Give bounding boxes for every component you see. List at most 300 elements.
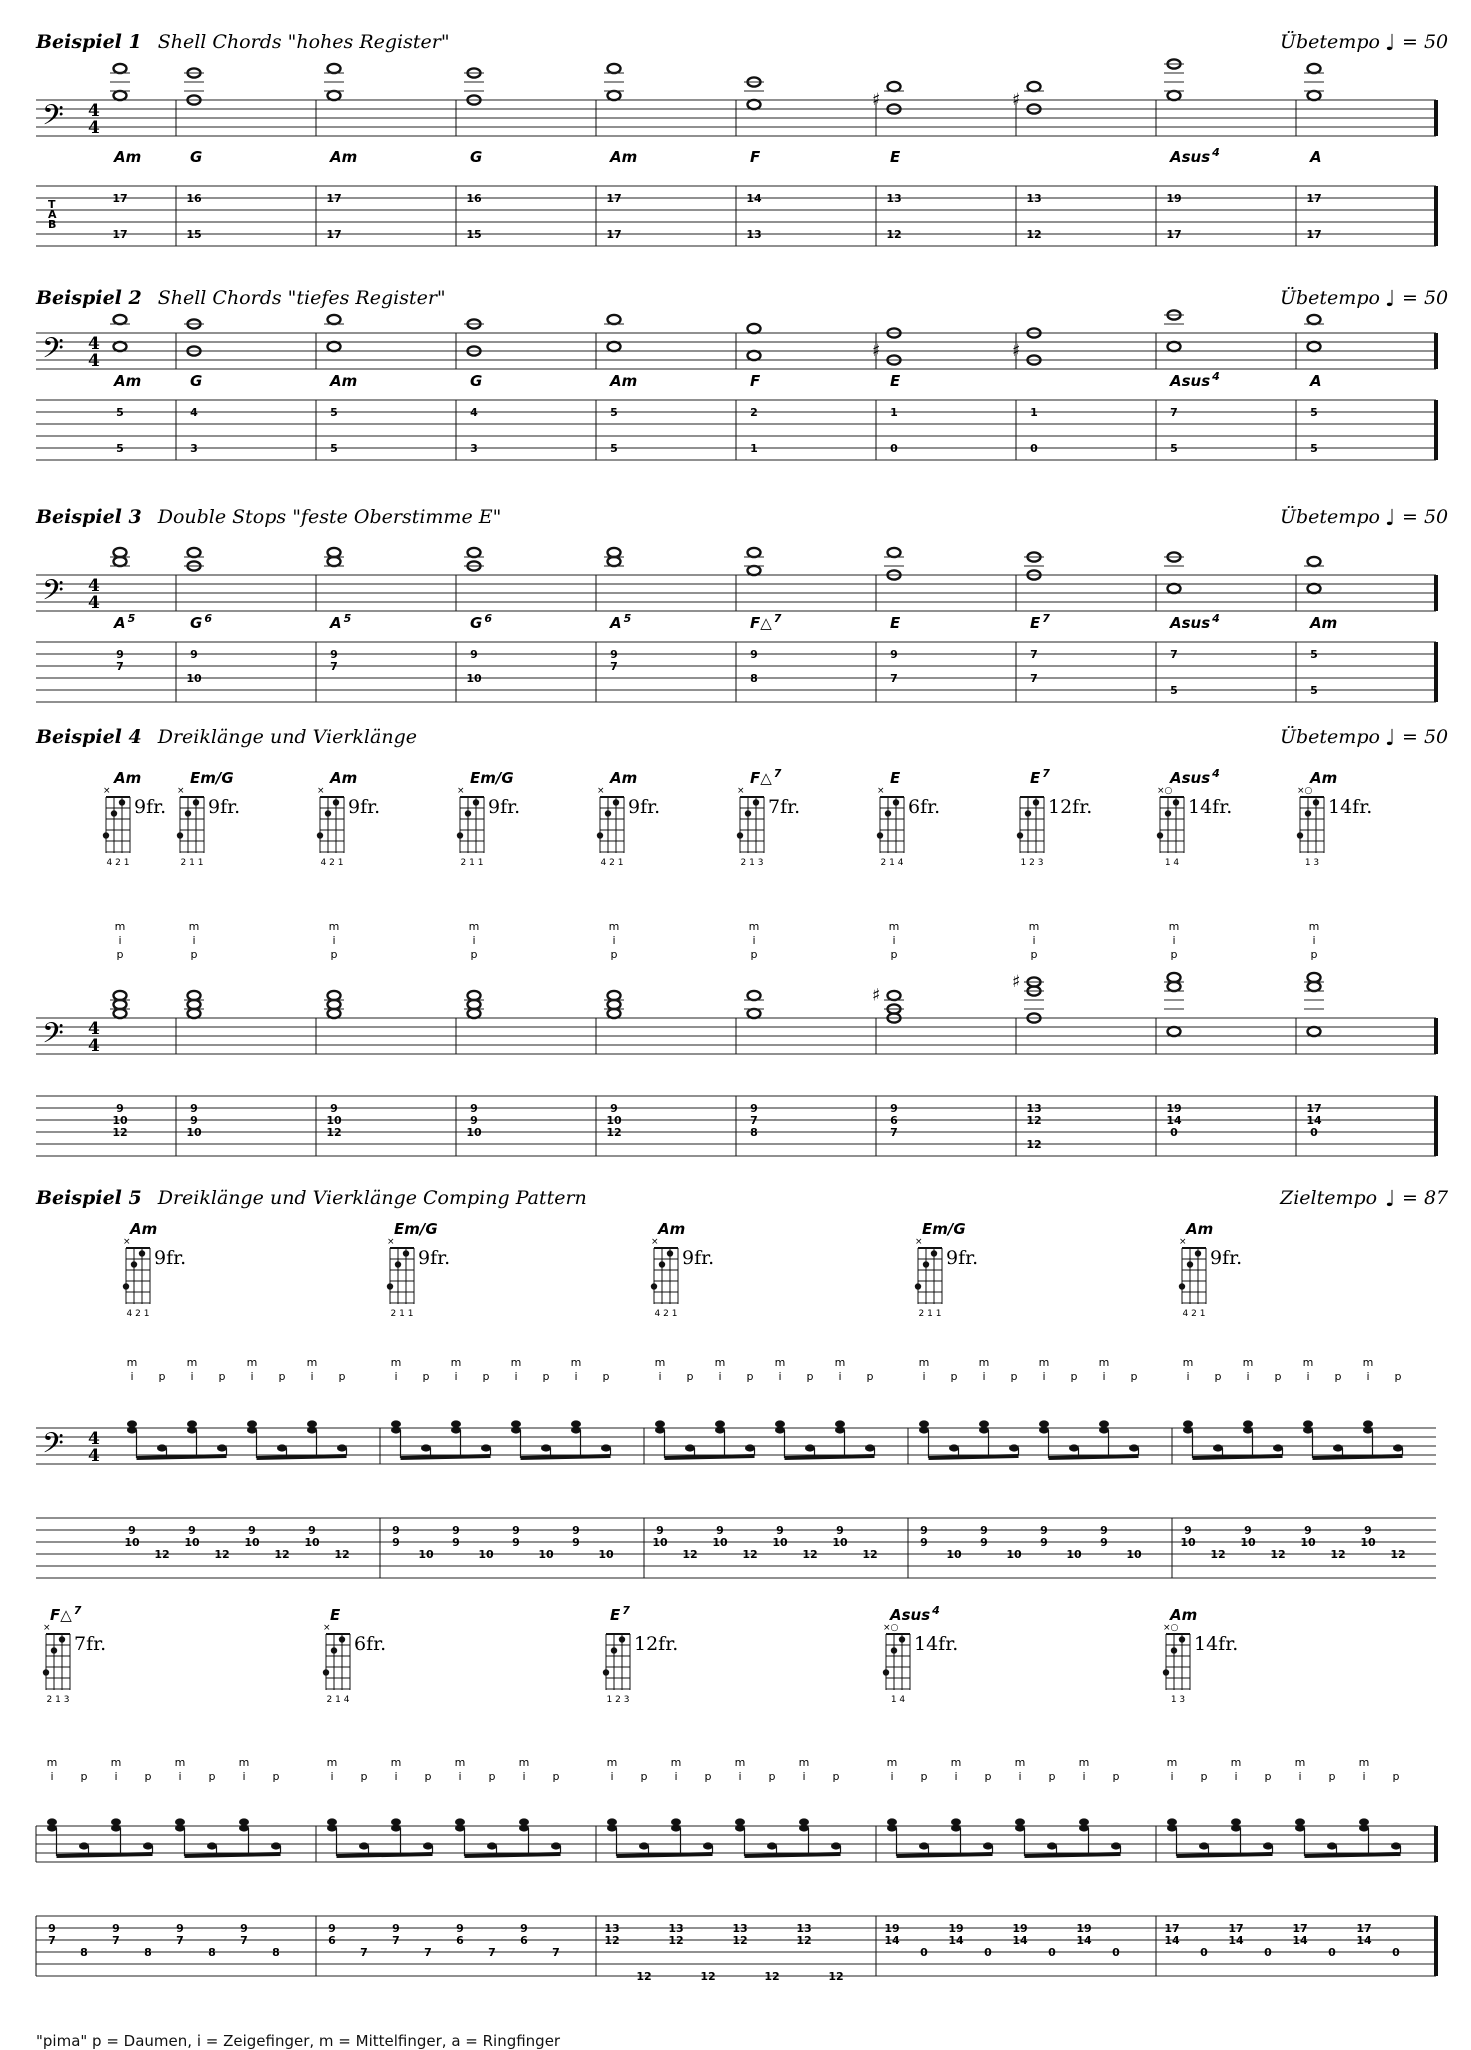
beam (1305, 1854, 1401, 1856)
whole-note (328, 342, 341, 351)
pima-finger: i (178, 1770, 182, 1783)
muted-open-marks: × (915, 1237, 923, 1247)
pima-finger: p (272, 1770, 280, 1783)
finger-dot (753, 799, 759, 805)
comping-line-2 (36, 1604, 1436, 1983)
eighth-note (111, 1818, 121, 1825)
pima-finger: m (570, 1356, 582, 1369)
eighth-note (1391, 1842, 1401, 1849)
tab-fret-number: 7 (116, 660, 124, 673)
eighth-note (455, 1818, 465, 1825)
tab-clef-letter: A (48, 208, 57, 221)
chord-symbol: G (190, 372, 203, 390)
eighth-note (1393, 1444, 1403, 1451)
finger-dot (193, 799, 199, 805)
pima-finger: m (714, 1356, 726, 1369)
eighth-note (79, 1842, 89, 1849)
sharp-sign: ♯ (1012, 341, 1021, 361)
pima-finger: i (738, 1770, 742, 1783)
whole-note (748, 566, 761, 575)
eighth-note (1263, 1842, 1273, 1849)
fret-position: 14fr. (1194, 1633, 1239, 1655)
eighth-note (175, 1818, 185, 1825)
tab-fret-number: 7 (890, 1126, 898, 1139)
tab-fret-number: 9 (980, 1524, 988, 1537)
whole-note (328, 91, 341, 100)
tempo-value: = 87 (1402, 1187, 1449, 1209)
finger-dot (745, 810, 751, 816)
whole-note (608, 315, 621, 324)
tab-fret-number: 17 (1228, 1922, 1244, 1935)
beam (665, 1456, 755, 1458)
tab-fret-number: 9 (572, 1536, 580, 1549)
pima-finger: p (832, 1770, 840, 1783)
tab-fret-number: 9 (248, 1524, 256, 1537)
finger-dot (185, 810, 191, 816)
eighth-note (541, 1444, 551, 1451)
tab-fret-number: 10 (186, 672, 202, 685)
eighth-note (1015, 1818, 1025, 1825)
finger-dot (915, 1283, 921, 1289)
tab-fret-number: 9 (980, 1536, 988, 1549)
quarter-note-icon: ♩ (1385, 726, 1396, 751)
tab-fret-number: 19 (1076, 1922, 1092, 1935)
tempo-label: Zieltempo (1280, 1187, 1378, 1209)
beam (1313, 1456, 1403, 1458)
finger-dot (1305, 810, 1311, 816)
pima-finger: m (1098, 1356, 1110, 1369)
tab-fret-number: 12 (606, 1126, 622, 1139)
tab-fret-number: 1 (750, 442, 758, 455)
pima-finger: i (892, 934, 896, 947)
tab-fret-number: 10 (112, 1114, 128, 1127)
tab-fret-number: 14 (1356, 1934, 1372, 1947)
eighth-note (775, 1420, 785, 1427)
pima-finger: i (1186, 1370, 1190, 1383)
tab-fret-number: 14 (1164, 1934, 1180, 1947)
tab-fret-number: 10 (598, 1548, 614, 1561)
finger-dot (43, 1669, 49, 1675)
tab-fret-number: 12 (1026, 1114, 1042, 1127)
finger-dot (111, 810, 117, 816)
tab-fret-number: 9 (470, 1114, 478, 1127)
tempo-value: = 50 (1402, 287, 1449, 309)
whole-note (608, 342, 621, 351)
pima-finger: i (982, 1370, 986, 1383)
pima-finger: m (126, 1356, 138, 1369)
pima-finger: i (50, 1770, 54, 1783)
finger-dot (1179, 1283, 1185, 1289)
chord-symbol: A $^5$ (114, 612, 136, 632)
pima-finger: p (144, 1770, 152, 1783)
finger-dot (1171, 1647, 1177, 1653)
chord-symbol: E (890, 614, 901, 632)
pima-finger: p (1170, 948, 1178, 961)
chord-symbol: G (470, 372, 483, 390)
finger-dot (331, 1647, 337, 1653)
eighth-note (271, 1842, 281, 1849)
tab-fret-number: 15 (186, 228, 202, 241)
finger-dot (667, 1250, 673, 1256)
tab-fret-number: 14 (746, 192, 762, 205)
tab-fret-number: 5 (610, 442, 618, 455)
fingering-numbers: 2 1 1 (390, 1309, 414, 1319)
eighth-note (1111, 1842, 1121, 1849)
tab-fret-number: 7 (890, 672, 898, 685)
fingering-numbers: 2 1 1 (180, 858, 204, 868)
fingering-numbers: 1 4 (890, 1695, 906, 1705)
eighth-note (835, 1420, 845, 1427)
tab-fret-number: 4 (190, 406, 198, 419)
tab-fret-number: 9 (128, 1524, 136, 1537)
pima-finger: i (190, 1370, 194, 1383)
pima-finger: p (920, 1770, 928, 1783)
pima-finger: p (552, 1770, 560, 1783)
tab-fret-number: 17 (1306, 192, 1322, 205)
pima-finger: m (174, 1756, 186, 1769)
fret-position: 14fr. (1188, 796, 1233, 818)
tab-fret-number: 10 (1006, 1548, 1022, 1561)
finger-dot (1033, 799, 1039, 805)
pima-finger: m (1182, 1356, 1194, 1369)
finger-dot (1017, 832, 1023, 838)
eighth-note (421, 1444, 431, 1451)
eighth-note (1359, 1818, 1369, 1825)
tab-fret-number: 6 (520, 1934, 528, 1947)
pima-finger: p (686, 1370, 694, 1383)
tab-fret-number: 9 (470, 648, 478, 661)
sharp-sign: ♯ (872, 341, 881, 361)
fret-position: 6fr. (354, 1633, 387, 1655)
tab-fret-number: 9 (330, 1102, 338, 1115)
chord-symbol: Am (114, 372, 142, 390)
tab-fret-number: 17 (1306, 1102, 1322, 1115)
tab-fret-number: 10 (478, 1548, 494, 1561)
pima-finger: i (674, 1770, 678, 1783)
whole-note (1028, 82, 1041, 91)
finger-dot (619, 1636, 625, 1642)
finger-dot (1297, 832, 1303, 838)
pima-finger: p (1334, 1370, 1342, 1383)
tab-fret-number: 7 (1170, 648, 1178, 661)
tab-fret-number: 9 (1040, 1524, 1048, 1537)
tab-fret-number: 0 (1392, 1946, 1400, 1959)
tab-fret-number: 9 (520, 1922, 528, 1935)
pima-finger: p (640, 1770, 648, 1783)
eighth-note (239, 1818, 249, 1825)
tab-fret-number: 12 (700, 1970, 716, 1983)
pima-finger: p (80, 1770, 88, 1783)
pima-finger: i (250, 1370, 254, 1383)
muted-open-marks: ×○ (1163, 1623, 1179, 1633)
tab-fret-number: 9 (656, 1524, 664, 1537)
tab-fret-number: 10 (304, 1536, 320, 1549)
tab-fret-number: 9 (470, 1102, 478, 1115)
tab-fret-number: 8 (750, 672, 758, 685)
tab-fret-number: 12 (1330, 1548, 1346, 1561)
tab-fret-number: 0 (890, 442, 898, 455)
chord-symbol: Em/G (394, 1220, 438, 1238)
bass-clef: 𝄢 (42, 332, 64, 372)
tab-fret-number: 12 (1390, 1548, 1406, 1561)
tab-fret-number: 9 (190, 1102, 198, 1115)
eighth-note (187, 1420, 197, 1427)
eighth-note (337, 1444, 347, 1451)
tab-fret-number: 9 (116, 1102, 124, 1115)
tab-fret-number: 9 (1244, 1524, 1252, 1537)
tab-fret-number: 5 (116, 406, 124, 419)
tab-fret-number: 12 (326, 1126, 342, 1139)
finger-dot (339, 1636, 345, 1642)
eighth-note (767, 1842, 777, 1849)
fingering-numbers: 2 1 3 (740, 858, 764, 868)
tab-fret-number: 0 (1112, 1946, 1120, 1959)
time-signature-top: 4 (88, 1019, 100, 1039)
tab-fret-number: 13 (746, 228, 762, 241)
beam (897, 1854, 993, 1856)
example-title: Beispiel 5 Dreiklänge und Vierklänge Comping Pattern (36, 1187, 587, 1209)
tab-fret-number: 13 (1026, 192, 1042, 205)
tempo-label: Übetempo (1280, 726, 1380, 748)
pima-finger: p (1010, 1370, 1018, 1383)
tab-fret-number: 9 (920, 1536, 928, 1549)
tab-fret-number: 9 (572, 1524, 580, 1537)
muted-open-marks: × (457, 786, 465, 796)
finger-dot (1187, 1261, 1193, 1267)
fingering-numbers: 2 1 4 (880, 858, 904, 868)
comping-line-1 (36, 1220, 1436, 1578)
pima-finger: m (888, 920, 900, 933)
beam (1177, 1854, 1273, 1856)
eighth-note (1199, 1842, 1209, 1849)
tab-fret-number: 16 (186, 192, 202, 205)
pima-finger: m (454, 1756, 466, 1769)
eighth-note (1039, 1420, 1049, 1427)
eighth-note (639, 1842, 649, 1849)
eighth-note (391, 1818, 401, 1825)
finger-dot (597, 832, 603, 838)
chord-symbol: E $^7$ (1030, 767, 1050, 787)
eighth-note (919, 1420, 929, 1427)
tab-fret-number: 5 (1310, 406, 1318, 419)
tab-fret-number: 10 (244, 1536, 260, 1549)
tab-fret-number: 9 (610, 1102, 618, 1115)
chord-symbol: E (890, 148, 901, 166)
tab-fret-number: 10 (652, 1536, 668, 1549)
fingering-numbers: 4 2 1 (1182, 1309, 1206, 1319)
tab-fret-number: 10 (606, 1114, 622, 1127)
tab-fret-number: 14 (948, 1934, 964, 1947)
chord-symbol: Asus $^4$ (1170, 146, 1220, 166)
chord-symbol: Am (658, 1220, 686, 1238)
pima-finger: i (658, 1370, 662, 1383)
fret-position: 9fr. (134, 796, 167, 818)
tab-fret-number: 9 (1040, 1536, 1048, 1549)
tab-fret-number: 9 (188, 1524, 196, 1537)
tab-fret-number: 10 (184, 1536, 200, 1549)
pima-finger: p (218, 1370, 226, 1383)
pima-legend: "pima" p = Daumen, i = Zeigefinger, m = Mittelfinger, a = Ringfinger (36, 2032, 561, 2050)
pima-finger: m (670, 1756, 682, 1769)
pima-finger: p (768, 1770, 776, 1783)
finger-dot (1025, 810, 1031, 816)
chord-symbol: E $^7$ (610, 1604, 630, 1624)
eighth-note (127, 1420, 137, 1427)
fret-position: 9fr. (208, 796, 241, 818)
tab-fret-number: 9 (392, 1536, 400, 1549)
eighth-note (1231, 1818, 1241, 1825)
quarter-note-icon: ♩ (1385, 506, 1396, 531)
eighth-note (1295, 1818, 1305, 1825)
tab-fret-number: 0 (984, 1946, 992, 1959)
fret-position: 14fr. (1328, 796, 1373, 818)
tab-fret-number: 10 (186, 1126, 202, 1139)
sharp-sign: ♯ (872, 90, 881, 110)
bass-clef: 𝄢 (42, 574, 64, 614)
eighth-note (949, 1444, 959, 1451)
pima-finger: m (798, 1756, 810, 1769)
pima-finger: m (518, 1756, 530, 1769)
finger-dot (59, 1636, 65, 1642)
chord-symbol: A (1310, 372, 1322, 390)
pima-finger: p (1392, 1770, 1400, 1783)
finger-dot (899, 1636, 905, 1642)
tab-fret-number: 5 (330, 406, 338, 419)
pima-finger: m (774, 1356, 786, 1369)
eighth-note (481, 1444, 491, 1451)
finger-dot (177, 832, 183, 838)
tab-fret-number: 12 (1270, 1548, 1286, 1561)
tab-fret-number: 9 (48, 1922, 56, 1935)
chord-symbol: Am (610, 372, 638, 390)
tab-fret-number: 7 (488, 1946, 496, 1959)
pima-finger: i (1172, 934, 1176, 947)
fingering-numbers: 2 1 4 (326, 1695, 350, 1705)
pima-finger: p (338, 1370, 346, 1383)
tab-fret-number: 9 (920, 1524, 928, 1537)
tab-fret-number: 14 (1292, 1934, 1308, 1947)
whole-note (1168, 342, 1181, 351)
eighth-note (1363, 1420, 1373, 1427)
bass-clef: 𝄢 (42, 1017, 64, 1057)
pima-finger: i (1042, 1370, 1046, 1383)
beam (185, 1854, 281, 1856)
time-signature-top: 4 (88, 101, 100, 121)
chord-symbol: Am (330, 372, 358, 390)
pima-finger: i (458, 1770, 462, 1783)
pima-finger: i (778, 1370, 782, 1383)
tab-fret-number: 7 (112, 1934, 120, 1947)
tab-fret-number: 10 (124, 1536, 140, 1549)
example-title: Beispiel 1 Shell Chords "hohes Register" (36, 31, 450, 53)
chord-symbol: E (330, 1606, 341, 1624)
pima-finger: i (332, 934, 336, 947)
fret-position: 9fr. (682, 1247, 715, 1269)
fret-position: 9fr. (418, 1247, 451, 1269)
tempo-value: = 50 (1402, 506, 1449, 528)
fingering-numbers: 4 2 1 (126, 1309, 150, 1319)
pima-finger: i (1082, 1770, 1086, 1783)
fret-position: 9fr. (946, 1247, 979, 1269)
tab-fret-number: 10 (1360, 1536, 1376, 1549)
pima-finger: m (1308, 920, 1320, 933)
pima-finger: m (238, 1756, 250, 1769)
pima-finger: m (1078, 1756, 1090, 1769)
pima-finger: p (746, 1370, 754, 1383)
pima-finger: p (1264, 1770, 1272, 1783)
finger-dot (1165, 810, 1171, 816)
fret-position: 9fr. (628, 796, 661, 818)
finger-dot (1173, 799, 1179, 805)
finger-dot (1163, 1669, 1169, 1675)
tab-fret-number: 17 (326, 192, 342, 205)
example-5 (35, 1187, 1449, 1983)
eighth-note (1069, 1444, 1079, 1451)
fingering-numbers: 2 1 1 (918, 1309, 942, 1319)
fret-position: 12fr. (634, 1633, 679, 1655)
pima-finger: i (752, 934, 756, 947)
tab-fret-number: 17 (606, 192, 622, 205)
pima-finger: p (1274, 1370, 1282, 1383)
tab-fret-number: 12 (112, 1126, 128, 1139)
tab-fret-number: 7 (1170, 406, 1178, 419)
example-2 (35, 286, 1448, 460)
pima-finger: i (522, 1770, 526, 1783)
beam (745, 1854, 841, 1856)
finger-dot (891, 1647, 897, 1653)
eighth-note (703, 1842, 713, 1849)
fingering-numbers: 1 2 3 (606, 1695, 630, 1705)
tab-fret-number: 12 (828, 1970, 844, 1983)
tab-fret-number: 7 (330, 660, 338, 673)
chord-symbol: Asus $^4$ (1170, 612, 1220, 632)
tab-fret-number: 14 (1306, 1114, 1322, 1127)
pima-finger: m (246, 1356, 258, 1369)
finger-dot (611, 1647, 617, 1653)
sharp-sign: ♯ (1012, 972, 1021, 992)
whole-note (114, 91, 127, 100)
tab-fret-number: 6 (456, 1934, 464, 1947)
time-signature-top: 4 (88, 576, 100, 596)
tab-fret-number: 9 (240, 1922, 248, 1935)
beam (57, 1854, 153, 1856)
whole-note (748, 548, 761, 557)
time-signature-bottom: 4 (88, 593, 100, 613)
chord-symbol: Am (610, 148, 638, 166)
eighth-note (979, 1420, 989, 1427)
eighth-note (519, 1818, 529, 1825)
tab-fret-number: 12 (682, 1548, 698, 1561)
finger-dot (131, 1261, 137, 1267)
beam (521, 1456, 611, 1458)
whole-note (1308, 1027, 1321, 1036)
finger-dot (605, 810, 611, 816)
tab-fret-number: 0 (1170, 1126, 1178, 1139)
whole-note (1308, 315, 1321, 324)
tab-fret-number: 10 (418, 1548, 434, 1561)
tab-fret-number: 10 (1066, 1548, 1082, 1561)
pima-finger: m (606, 1756, 618, 1769)
tab-fret-number: 7 (360, 1946, 368, 1959)
tab-fret-number: 1 (890, 406, 898, 419)
eighth-note (655, 1420, 665, 1427)
pima-finger: m (1242, 1356, 1254, 1369)
tab-fret-number: 16 (466, 192, 482, 205)
eighth-note (451, 1420, 461, 1427)
pima-finger: p (750, 948, 758, 961)
beam (465, 1854, 561, 1856)
pima-finger: p (542, 1370, 550, 1383)
